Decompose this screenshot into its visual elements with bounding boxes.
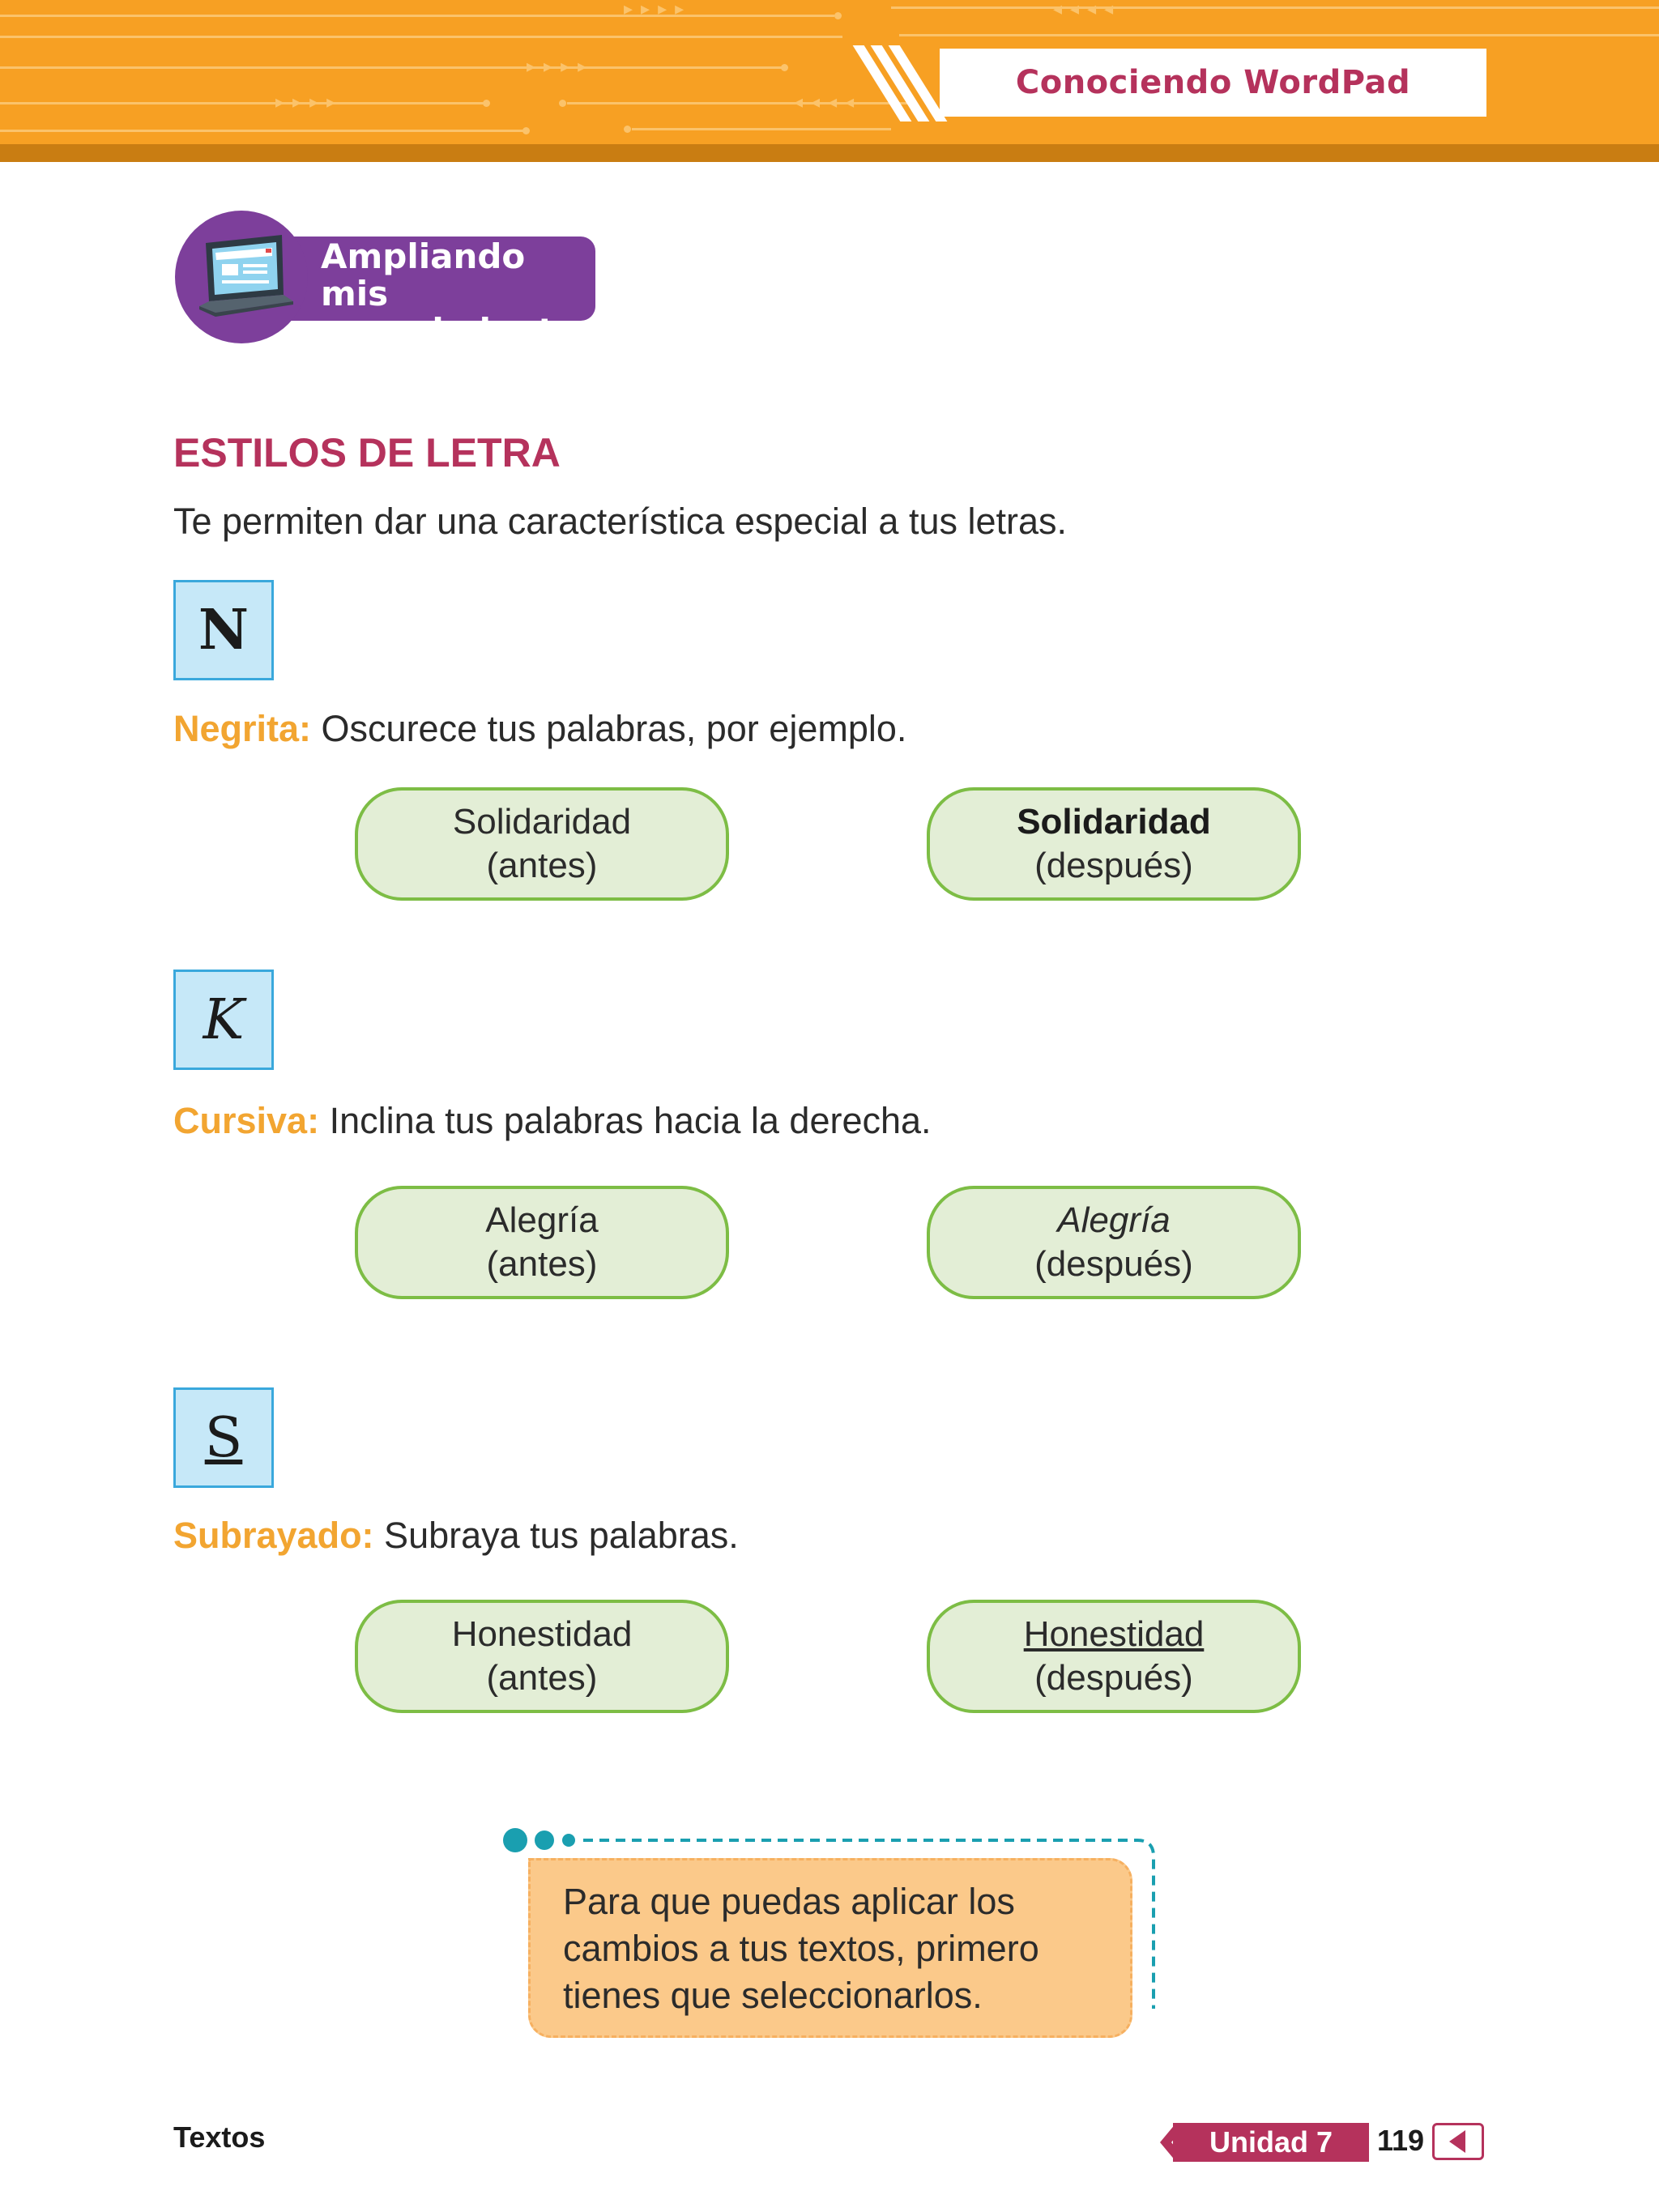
footer-subject: Textos xyxy=(173,2120,266,2154)
example-label: (antes) xyxy=(486,1658,598,1698)
header-decor-dot xyxy=(483,100,490,107)
example-word: Honestidad xyxy=(1023,1614,1205,1654)
example-word: Solidaridad xyxy=(452,802,632,842)
header-decor-line xyxy=(0,36,842,38)
note-box xyxy=(528,1858,1132,2038)
back-button[interactable] xyxy=(1432,2123,1484,2160)
example-word: Alegría xyxy=(1057,1200,1171,1240)
header-arrow-decor: ◂◂◂◂ xyxy=(1053,0,1122,19)
example-before-bold xyxy=(355,787,729,901)
style-description-bold xyxy=(173,708,906,750)
example-word: Solidaridad xyxy=(1017,802,1211,842)
style-keyword: Cursiva: xyxy=(173,1100,320,1141)
example-before-underline xyxy=(355,1600,729,1713)
section-title: ESTILOS DE LETRA xyxy=(173,430,561,475)
example-label: (después) xyxy=(1034,846,1193,885)
badge-line-2: conocimientos xyxy=(321,311,599,351)
header-decor-line xyxy=(0,66,786,69)
badge-line-1: Ampliando mis xyxy=(321,237,526,313)
header-arrow-decor: ▸▸▸▸ xyxy=(624,0,693,19)
header-bottom-border xyxy=(0,144,1659,162)
note-line-3: tienes que seleccionarlos. xyxy=(563,1975,983,2016)
note-text xyxy=(563,1878,1098,2019)
header-decor-line xyxy=(0,130,527,132)
style-keyword: Negrita: xyxy=(173,708,312,749)
style-description-text: Subraya tus palabras. xyxy=(373,1515,739,1556)
example-after-italic xyxy=(927,1186,1301,1299)
style-description-italic xyxy=(173,1100,932,1142)
unit-label: Unidad 7 xyxy=(1209,2125,1333,2159)
header-decor-line xyxy=(632,128,891,130)
example-label: (después) xyxy=(1034,1244,1193,1284)
header-arrow-decor: ▸▸▸▸ xyxy=(275,92,344,112)
style-description-text: Oscurece tus palabras, por ejemplo. xyxy=(311,708,907,749)
bold-icon: N xyxy=(173,580,274,680)
laptop-icon xyxy=(175,211,308,343)
style-keyword: Subrayado: xyxy=(173,1515,374,1556)
example-label: (antes) xyxy=(486,1244,598,1284)
header-decor-dot xyxy=(559,100,566,107)
header-decor-dot xyxy=(522,127,530,134)
badge-label xyxy=(321,237,599,351)
example-before-italic xyxy=(355,1186,729,1299)
note-line-2: cambios a tus textos, primero xyxy=(563,1928,1039,1969)
header-arrow-decor: ◂◂◂◂ xyxy=(794,92,863,112)
style-description-text: Inclina tus palabras hacia la derecha. xyxy=(319,1100,932,1141)
header-decor-line xyxy=(899,34,1659,36)
example-after-underline xyxy=(927,1600,1301,1713)
section-intro: Te permiten dar una característica especial a tus letras. xyxy=(173,501,1068,542)
header-title: Conociendo WordPad xyxy=(1015,64,1411,101)
header-decor-line xyxy=(891,6,1659,9)
header-decor-dot xyxy=(781,64,788,71)
example-word: Honestidad xyxy=(451,1614,633,1654)
example-word: Alegría xyxy=(485,1200,599,1240)
example-after-bold xyxy=(927,787,1301,901)
triangle-left-icon xyxy=(1435,2125,1482,2158)
underline-icon: S xyxy=(173,1387,274,1488)
italic-icon: K xyxy=(173,970,274,1070)
example-label: (antes) xyxy=(486,846,598,885)
style-description-underline xyxy=(173,1515,739,1557)
header-arrow-decor: ▸▸▸▸ xyxy=(527,56,595,76)
badge-circle xyxy=(175,211,308,343)
header-decor-dot xyxy=(624,126,631,133)
note-line-1: Para que puedas aplicar los xyxy=(563,1881,1015,1922)
example-label: (después) xyxy=(1034,1658,1193,1698)
header-decor-dot xyxy=(834,12,842,19)
page-number: 119 xyxy=(1377,2124,1425,2157)
header-decor-line xyxy=(0,102,486,104)
header-decor-line xyxy=(0,15,834,17)
